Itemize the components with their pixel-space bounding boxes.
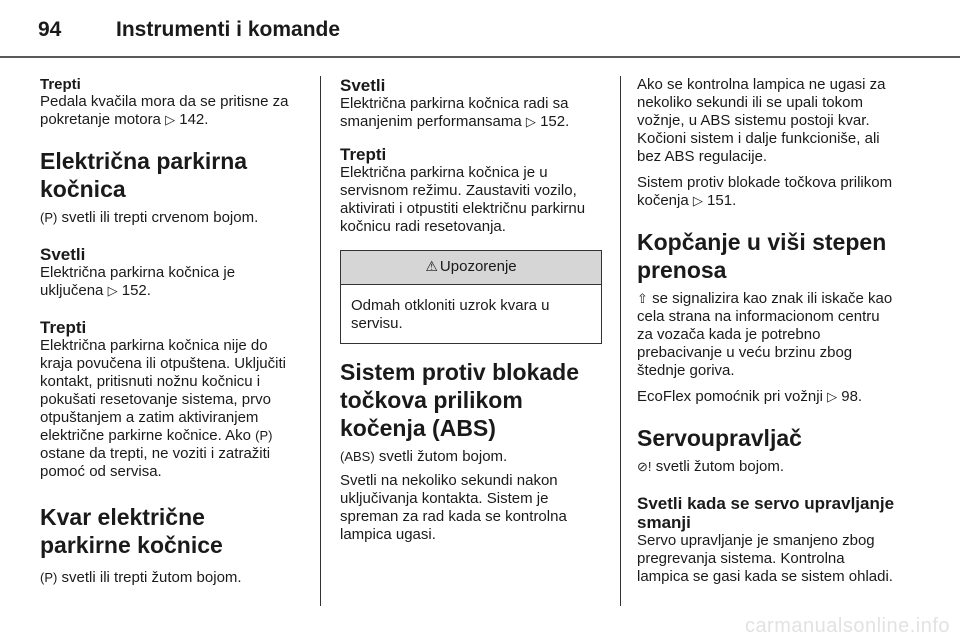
page-reference-icon: ▷: [827, 389, 838, 404]
section-heading-parking-brake-fault: Kvar električne parkirne kočnice: [40, 504, 223, 558]
heading-trepti: Trepti: [40, 318, 87, 337]
warning-triangle-icon: ⚠: [425, 258, 438, 274]
paragraph: ⊘! svetli žutom bojom.: [637, 458, 785, 475]
parking-brake-icon: (P): [40, 210, 58, 225]
paragraph: Sistem protiv blokade točkova prilikom kočenja ▷ 151.: [637, 174, 893, 209]
paragraph: Električna parkirna kočnica radi sa smanjenim performansama ▷ 152.: [340, 95, 570, 130]
abs-icon: (ABS): [340, 449, 375, 464]
warning-body: Odmah otkloniti uzrok kvara u servisu.: [351, 297, 550, 332]
parking-brake-fault-icon: (P): [40, 570, 58, 585]
paragraph: (ABS) svetli žutom bojom.: [340, 448, 508, 465]
paragraph: (P) svetli ili trepti žutom bojom.: [40, 569, 242, 586]
page-reference-icon: ▷: [692, 193, 703, 208]
paragraph: EcoFlex pomoćnik pri vožnji ▷ 98.: [637, 388, 863, 405]
paragraph: (P) svetli ili trepti crvenom bojom.: [40, 209, 259, 226]
paragraph: Električna parkirna kočnica je u servisnom režimu. Zaustaviti vozilo, aktivirati i otpustiti električnu parkirnu kočnicu radi resetovanja.: [340, 164, 586, 235]
column-3: [637, 76, 899, 586]
page-reference-icon: ▷: [107, 283, 118, 298]
heading-trepti: Trepti: [340, 145, 387, 164]
section-heading-power-steering: Servoupravljač: [637, 425, 802, 451]
paragraph: Pedala kvačila mora da se pritisne za pokretanje motora ▷ 142.: [40, 93, 289, 128]
heading-power-steering-reduced: Svetli kada se servo upravljanje smanji: [637, 494, 895, 532]
section-heading-abs: Sistem protiv blokade točkova prilikom kočenja (ABS): [340, 359, 580, 441]
page-reference-icon: ▷: [165, 112, 176, 127]
column-1: [40, 76, 302, 587]
column-divider-1: [320, 76, 321, 606]
paragraph: Servo upravljanje je smanjeno zbog pregrevanja sistema. Kontrolna lampica se gasi kada se sistem ohladi.: [637, 532, 893, 585]
page-number: 94: [38, 18, 62, 41]
section-heading-upshift: Kopčanje u viši stepen prenosa: [637, 229, 887, 283]
warning-box: [340, 250, 602, 344]
column-2: [340, 76, 602, 544]
heading-trepti: Trepti: [40, 76, 81, 93]
upshift-arrow-icon: ⇧: [637, 291, 648, 306]
section-heading-parking-brake: Električna parkirna kočnica: [40, 148, 248, 202]
paragraph: Električna parkirna kočnica je uključena ▷ 152.: [40, 264, 236, 299]
header-rule: [0, 56, 960, 58]
column-divider-2: [620, 76, 621, 606]
page-header: [38, 18, 340, 42]
heading-svetli: Svetli: [340, 76, 386, 95]
parking-brake-icon: (P): [255, 428, 273, 443]
heading-svetli: Svetli: [40, 245, 86, 264]
steering-wheel-warning-icon: ⊘!: [637, 459, 652, 474]
page-title: Instrumenti i komande: [116, 18, 341, 41]
watermark: carmanualsonline.info: [744, 615, 950, 637]
paragraph: Svetli na nekoliko sekundi nakon uključivanja kontakta. Sistem je spreman za rad kada se kontrolna lampica ugasi.: [340, 472, 567, 543]
page-reference-icon: ▷: [525, 114, 536, 129]
paragraph: ⇧ se signalizira kao znak ili iskače kao cela strana na informacionom centru za vozača kada je potrebno prebacivanje u veću brzinu zbog štednje goriva.: [637, 290, 893, 379]
paragraph: Ako se kontrolna lampica ne ugasi za nekoliko sekundi ili se upali tokom vožnje, u ABS sistemu postoji kvar. Kočioni sistem i dalje funkcioniše, ali bez ABS regulacije.: [637, 76, 886, 165]
warning-header: ⚠ Upozorenje: [341, 251, 601, 285]
paragraph: Električna parkirna kočnica nije do kraja povučena ili otpuštena. Uključiti kontakt, pritisnuti nožnu kočnicu i pokušati resetovanje sistema, prvo otpuštanjem a zatim aktiviranjem električne parkirne kočnice. Ako (P) ostane da trepti, ne voziti i zatražiti pomoć od servisa.: [40, 337, 286, 480]
